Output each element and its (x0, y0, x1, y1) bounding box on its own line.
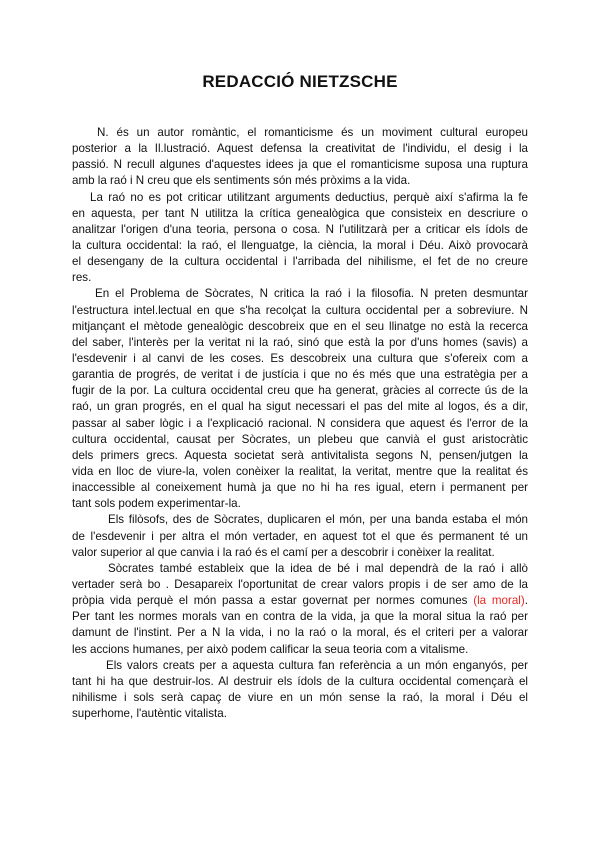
text-line: mitjançant el mètode genealògic descobreix que en el seu llinatge no està la recerca (72, 319, 528, 333)
text-line: la cultura occidental: la raó, el llenguatge, la ciència, la moral i Déu. Això provocarà (72, 238, 528, 252)
text-line: inaccessible al coneixement humà ja que no hi ha res igual, etern i permanent per (72, 481, 528, 495)
text-line: l'estructura intel.lectual en que s'ha recolçat la cultura occidental per a sobreviure. N (72, 303, 528, 317)
text-line: Els valors creats per a aquesta cultura fan referència a un món enganyós, per (106, 658, 528, 672)
text-line: vertader serà bo . Desapareix l'oportunitat de crear valors propis i de ser amo de la (72, 577, 528, 591)
text-line: passar al saber lògic i a l'explicació racional. N considera que aquest és l'error de la (72, 416, 528, 430)
text-line: cultura occidental, causat per Sòcrates, un plebeu que canvià el gust aristocràtic (72, 432, 528, 446)
text-line: l'esdevenir i al canvi de les coses. Es descobreix una cultura que s'ofereix com a (72, 351, 528, 365)
text-line: raó, un gran progrés, en el qual ha sigut necessari el pas del mite al logos, és a dir, (72, 400, 528, 414)
text-line: el desengany de la cultura occidental i l'arribada del nihilisme, el fet de no creure (72, 255, 528, 269)
highlighted-text: (la moral) (473, 594, 525, 608)
paragraph (72, 561, 528, 658)
text-line: Sòcrates també estableix que la idea de bé i mal dependrà de la raó i allò (108, 561, 528, 575)
text-line: damunt de l'instint. Per a N la vida, i no la raó o la moral, és el criteri per a valorar (72, 626, 528, 640)
text-line: Els filòsofs, des de Sòcrates, duplicaren el món, per una banda estaba el món (108, 513, 528, 527)
text-line: les accions humanes, per això podem calificar la seua teoria com a vitalisme. (72, 642, 469, 656)
paragraph (72, 125, 528, 190)
text-line: res. (72, 271, 92, 285)
text-line: de l'esdevenir i per altra el món vertader, en aquest tot el que és permanent té un (72, 529, 528, 543)
text-line: garantia de progrés, de veritat i de justícia i que no és més que una estratègia per a (72, 368, 528, 382)
text-line: fugir de la por. La cultura occidental creu que ha generat, gràcies al correcte ús de la (72, 384, 528, 398)
text-line: posterior a la Il.lustració. Aquest defensa la creativitat de l'individu, el desig i la (72, 142, 528, 156)
text-line: tant sols podem experimentar-la. (72, 497, 241, 511)
text-line: analitzar l'origen d'una teoria, persona o cosa. N l'utilitzarà per a criticar els ídols de (72, 222, 528, 236)
text-line: valor superior al que canvia i la raó és el camí per a descobrir i conèixer la realitat. (72, 545, 495, 559)
text-line: amb la raó i N creu que els sentiments són més pròxims a la vida. (72, 174, 411, 188)
text-line: En el Problema de Sòcrates, N critica la raó i la filosofia. N preten desmuntar (95, 287, 528, 301)
text-line: tant hi ha que destruir-los. Al destruir els ídols de la cultura occidental començarà el (72, 674, 528, 688)
text-line: N. és un autor romàntic, el romanticisme és un moviment cultural europeu (97, 126, 528, 139)
text-line: La raó no es pot criticar utilitzant arguments deductius, perquè així s'afirma la fe (90, 190, 528, 204)
text-line: dels primers grecs. Aquesta societat serà antivitalista segons N, pensen/jutgen la (72, 448, 528, 462)
paragraph (72, 658, 528, 723)
text-line: Per tant les normes morals van en contra de la vida, ja que la moral situa la raó per (72, 610, 528, 624)
text-line: vida en lloc de viure-la, volen conèixer la realitat, la veritat, mentre que la realitat és (72, 464, 528, 478)
text-line: en aquesta, per tant N utilitza la crítica genealògica que consisteix en descriure o (72, 206, 528, 220)
paragraph (72, 190, 528, 287)
document-body (72, 125, 528, 722)
text-line: nihilisme i sols serà capaç de viure en un món sense la raó, la moral i Déu el (72, 690, 528, 704)
text-line: superhome, l'autèntic vitalista. (72, 707, 227, 721)
text-line: del saber, l'interès per la veritat ni la raó, sinó que està la por d'uns homes (savis) a (72, 335, 528, 349)
paragraph (72, 512, 528, 560)
document-title: REDACCIÓ NIETZSCHE (202, 72, 398, 91)
text-line: passió. N recull algunes d'aquestes idees ja que el romanticisme suposa una ruptura (72, 158, 528, 172)
paragraph (72, 286, 528, 512)
text-line: pròpia vida perquè el món passa a estar governat per normes comunes (la moral). (72, 594, 528, 608)
